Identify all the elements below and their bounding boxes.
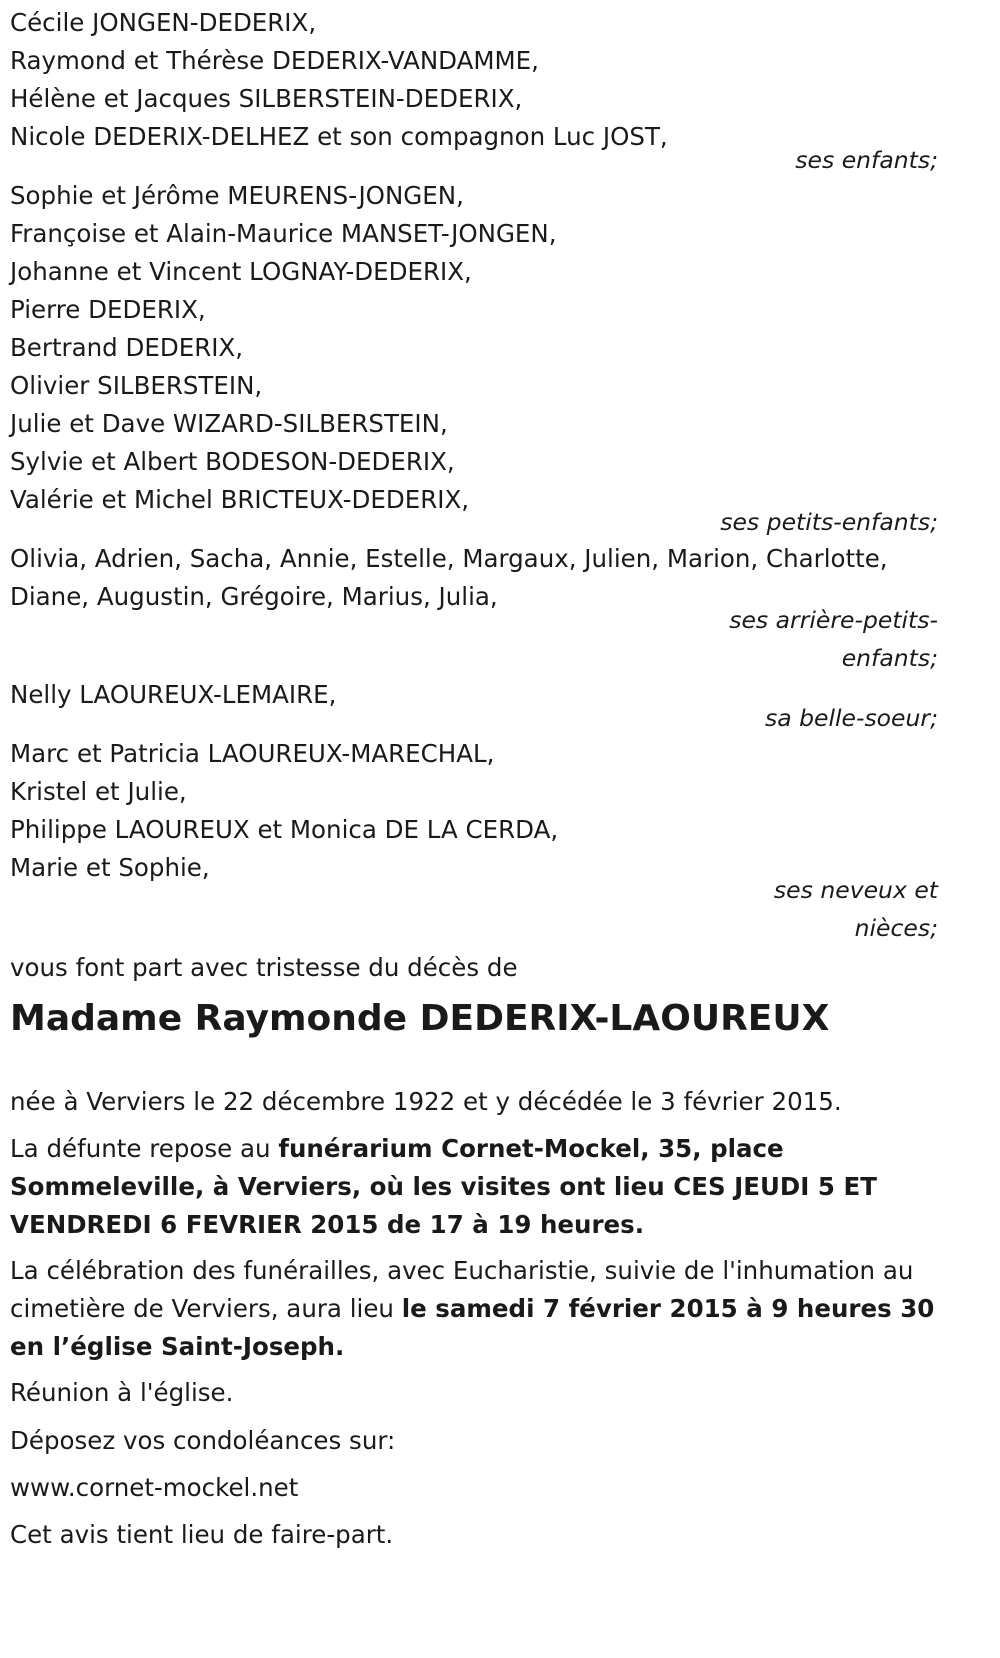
repose-bold: VENDREDI 6 FEVRIER 2015 de 17 à 19 heures.: [10, 1210, 645, 1239]
repose-bold: funérarium Cornet-Mockel, 35, place: [278, 1134, 784, 1163]
role-nephews: [774, 871, 938, 947]
family-line: Olivier SILBERSTEIN,: [10, 371, 263, 400]
family-line: Sophie et Jérôme MEURENS-JONGEN,: [10, 181, 464, 210]
family-line: Julie et Dave WIZARD-SILBERSTEIN,: [10, 409, 448, 438]
family-line: Marc et Patricia LAOUREUX-MARECHAL,: [10, 739, 495, 768]
ceremony-paragraph: [10, 1252, 938, 1366]
role-line: enfants;: [841, 644, 938, 672]
family-line: Sylvie et Albert BODESON-DEDERIX,: [10, 447, 455, 476]
family-line: Philippe LAOUREUX et Monica DE LA CERDA,: [10, 815, 559, 844]
family-line: Pierre DEDERIX,: [10, 295, 206, 324]
condolences-text: Déposez vos condoléances sur:: [10, 1426, 396, 1455]
reunion-text: Réunion à l'église.: [10, 1378, 234, 1407]
repose-bold: Sommeleville, à Verviers, où les visites ont lieu CES JEUDI 5 ET: [10, 1172, 877, 1201]
family-line: Diane, Augustin, Grégoire, Marius, Julia,: [10, 582, 498, 611]
family-line: Bertrand DEDERIX,: [10, 333, 244, 362]
role-grandchildren: ses petits-enfants;: [720, 508, 938, 536]
role-children: ses enfants;: [795, 146, 938, 174]
notice-text: Cet avis tient lieu de faire-part.: [10, 1520, 394, 1549]
ceremony-prefix: cimetière de Verviers, aura lieu: [10, 1294, 402, 1323]
website-link[interactable]: www.cornet-mockel.net: [10, 1473, 299, 1502]
ceremony-line: La célébration des funérailles, avec Eucharistie, suivie de l'inhumation au: [10, 1256, 914, 1285]
repose-prefix: La défunte repose au: [10, 1134, 279, 1163]
grandchildren-block: [10, 177, 938, 519]
family-line: Johanne et Vincent LOGNAY-DEDERIX,: [10, 257, 472, 286]
family-line: Olivia, Adrien, Sacha, Annie, Estelle, Margaux, Julien, Marion, Charlotte,: [10, 544, 888, 573]
family-line: Cécile JONGEN-DEDERIX,: [10, 8, 317, 37]
role-great-grandchildren: [729, 601, 938, 677]
family-line: Françoise et Alain-Maurice MANSET-JONGEN,: [10, 219, 557, 248]
family-line: Kristel et Julie,: [10, 777, 187, 806]
repose-paragraph: [10, 1130, 938, 1244]
deceased-name: Madame Raymonde DEDERIX-LAOUREUX: [10, 998, 830, 1039]
ceremony-bold: le samedi 7 février 2015 à 9 heures 30: [401, 1294, 935, 1323]
ceremony-bold: en l’église Saint-Joseph.: [10, 1332, 345, 1361]
family-line: Raymond et Thérèse DEDERIX-VANDAMME,: [10, 46, 539, 75]
family-line: Nelly LAOUREUX-LEMAIRE,: [10, 680, 337, 709]
family-line: Valérie et Michel BRICTEUX-DEDERIX,: [10, 485, 470, 514]
family-line: Nicole DEDERIX-DELHEZ et son compagnon Luc JOST,: [10, 122, 668, 151]
role-line: nièces;: [854, 914, 938, 942]
role-line: ses arrière-petits-: [729, 606, 938, 634]
announcement-text: vous font part avec tristesse du décès de: [10, 952, 518, 982]
nephews-block: [10, 735, 938, 887]
family-line: Hélène et Jacques SILBERSTEIN-DEDERIX,: [10, 84, 523, 113]
birth-death-text: née à Verviers le 22 décembre 1922 et y décédée le 3 février 2015.: [10, 1087, 842, 1116]
role-line: ses neveux et: [773, 876, 938, 904]
role-sister-in-law: sa belle-soeur;: [764, 704, 938, 732]
children-block: [10, 4, 938, 156]
family-line: Marie et Sophie,: [10, 853, 210, 882]
